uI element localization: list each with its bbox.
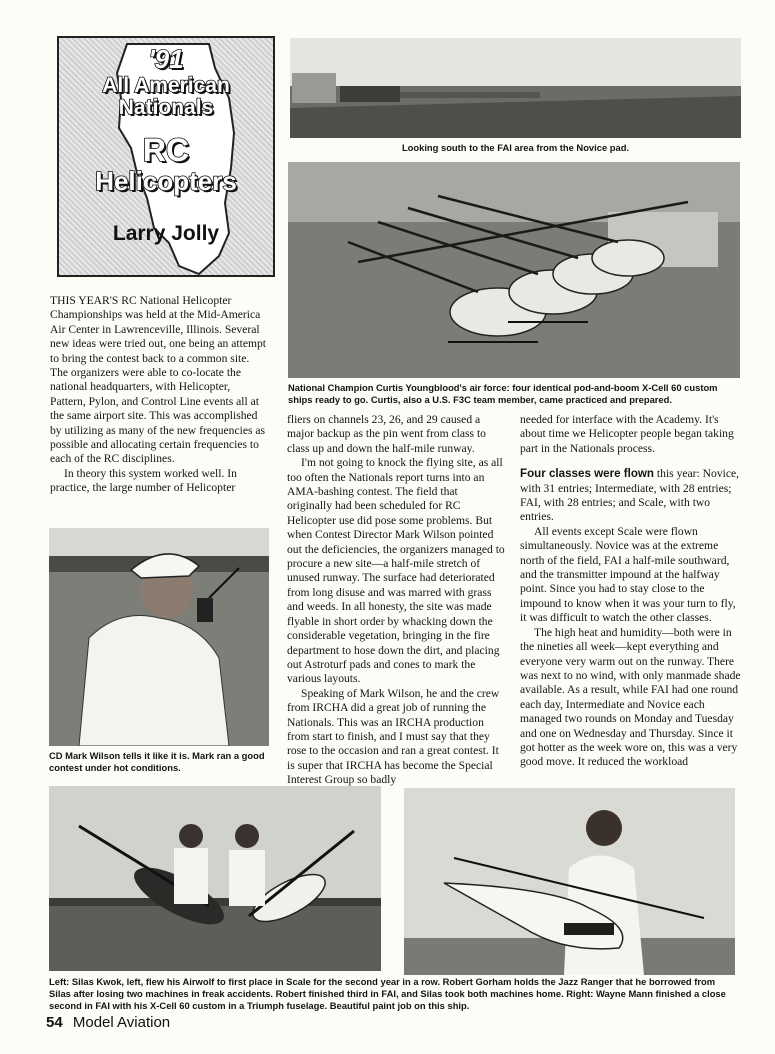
- title-line-2: Nationals: [118, 96, 214, 119]
- page-footer: [46, 1014, 170, 1031]
- title-line-4: Helicopters: [95, 166, 237, 196]
- helicopters-scene-image: [288, 162, 740, 378]
- photo-silas-kwok: [49, 786, 381, 971]
- paragraph-theory: In theory this system worked well. In practice, the large number of Helicopter: [50, 466, 237, 495]
- photo-runway-south: [290, 38, 741, 138]
- author-name: Larry Jolly: [112, 222, 220, 245]
- caption-bottom: Left: Silas Kwok, left, flew his Airwolf to first place in Scale for the second year in a row. Robert Gorham holds the Jazz Ranger that he borrowed from Silas after losing two machines in freak accidents. Robert finished third in FAI, and Silas took both machines home. Right: Wayne Mann finished a close second in FAI with his X-Cell 60 custom in a Triumph fuselage. Beautiful paint job on this ship.: [49, 976, 726, 1011]
- page-number: 54: [46, 1014, 63, 1031]
- paragraph-heat: The high heat and humidity—both were in the nineties all week—kept everything and everyone very warm out on the runway. There was next to no wind, with only manmade shade available. As a result, while FAI had one round each day, Intermediate and Novice each managed two rounds on Monday and Tuesday and one on Wednesday and Thursday. Since it got hotter as the week wore on, this was a very good move. It reduced the workload: [520, 625, 741, 769]
- paragraph-classes: [520, 467, 742, 525]
- title-line-1: All American: [102, 74, 230, 97]
- photo-wayne-mann: [404, 788, 735, 975]
- caption-champion: National Champion Curtis Youngblood's air force: four identical pod-and-boom X-Cell 60 custom ships ready to go. Curtis, also a U.S. F3C team member, came practiced and prepared.: [288, 382, 718, 405]
- magazine-name: Model Aviation: [72, 1014, 171, 1031]
- subhead-four-classes: Four classes were flown: [520, 467, 655, 481]
- title-block: [57, 36, 275, 277]
- article-column-1-top: [50, 294, 268, 496]
- paragraph-events: All events except Scale were flown simultaneously. Novice was at the extreme north of the field, FAI a half-mile southward, and the transmitter impound at the halfway point. Since you had to stay close to the impound to know when it was your turn to fly, it was difficult to watch the other classes.: [520, 524, 736, 625]
- title-line-3: RC: [142, 132, 190, 168]
- paragraph-flying-site: I'm not going to knock the flying site, as all too often the Nationals report turns into an AMA-bashing contest. The field that originally had been scheduled for RC Helicopter use did pose some problems. But when Contest Director Mark Wilson pointed out the deficiencies, the organizers managed to procure a new site—a half-mile stretch of unused runway. The surface had deteriorated from long disuse and was marred with grass and weeds. In all honesty, the site was made flyable in short order by whacking down the considerable vegetation, bringing in the fire department to hose down the dirt, and placing out Astroturf pads and cones to mark the various layouts.: [287, 456, 505, 686]
- paragraph-classes-text: this year: Novice, with 31 entries; Intermediate, with 28 entries; FAI, with 28 entries; and Scale, with two entries.: [520, 467, 740, 524]
- mark-wilson-image: [49, 528, 269, 746]
- article-column-3: [520, 413, 742, 770]
- paragraph-fliers: fliers on channels 23, 26, and 29 caused a major backup as the pin went from class to class up and down the half-mile runway.: [287, 413, 486, 455]
- wayne-mann-image: [404, 788, 735, 975]
- paragraph-mark-wilson: Speaking of Mark Wilson, he and the crew from IRCHA did a great job of running the Nationals. This was an IRCHA production from start to finish, and I must say that they rose to the occasion and ran a great contest. It is super that IRCHA has become the Special Interest Group so badly: [287, 686, 500, 787]
- caption-wilson: CD Mark Wilson tells it like it is. Mark ran a good contest under hot conditions.: [49, 750, 265, 773]
- photo-champion-helicopters: [288, 162, 740, 378]
- runway-scene-image: [290, 38, 741, 138]
- photo-mark-wilson: [49, 528, 269, 746]
- title-year: '91: [148, 44, 184, 74]
- paragraph-intro: THIS YEAR'S RC National Helicopter Championships was held at the Mid-America Air Center in Lawrenceville, Illinois. Several new ideas were tried out, one being an attempt to bring the contest back to a common site. The organizers were able to co-locate the national headquarters, with Helicopter, Pattern, Pylon, and Control Line events all at the same airport site. This was accomplished by utilizing as many of the new frequencies as possible and allocating certain frequencies to each of the RC disciplines.: [50, 294, 267, 466]
- paragraph-academy: needed for interface with the Academy. It's about time we Helicopter people began taking part in the Nationals process.: [520, 413, 734, 455]
- silas-kwok-image: [49, 786, 381, 971]
- article-column-2: [287, 413, 505, 788]
- caption-runway: Looking south to the FAI area from the Novice pad.: [401, 142, 630, 153]
